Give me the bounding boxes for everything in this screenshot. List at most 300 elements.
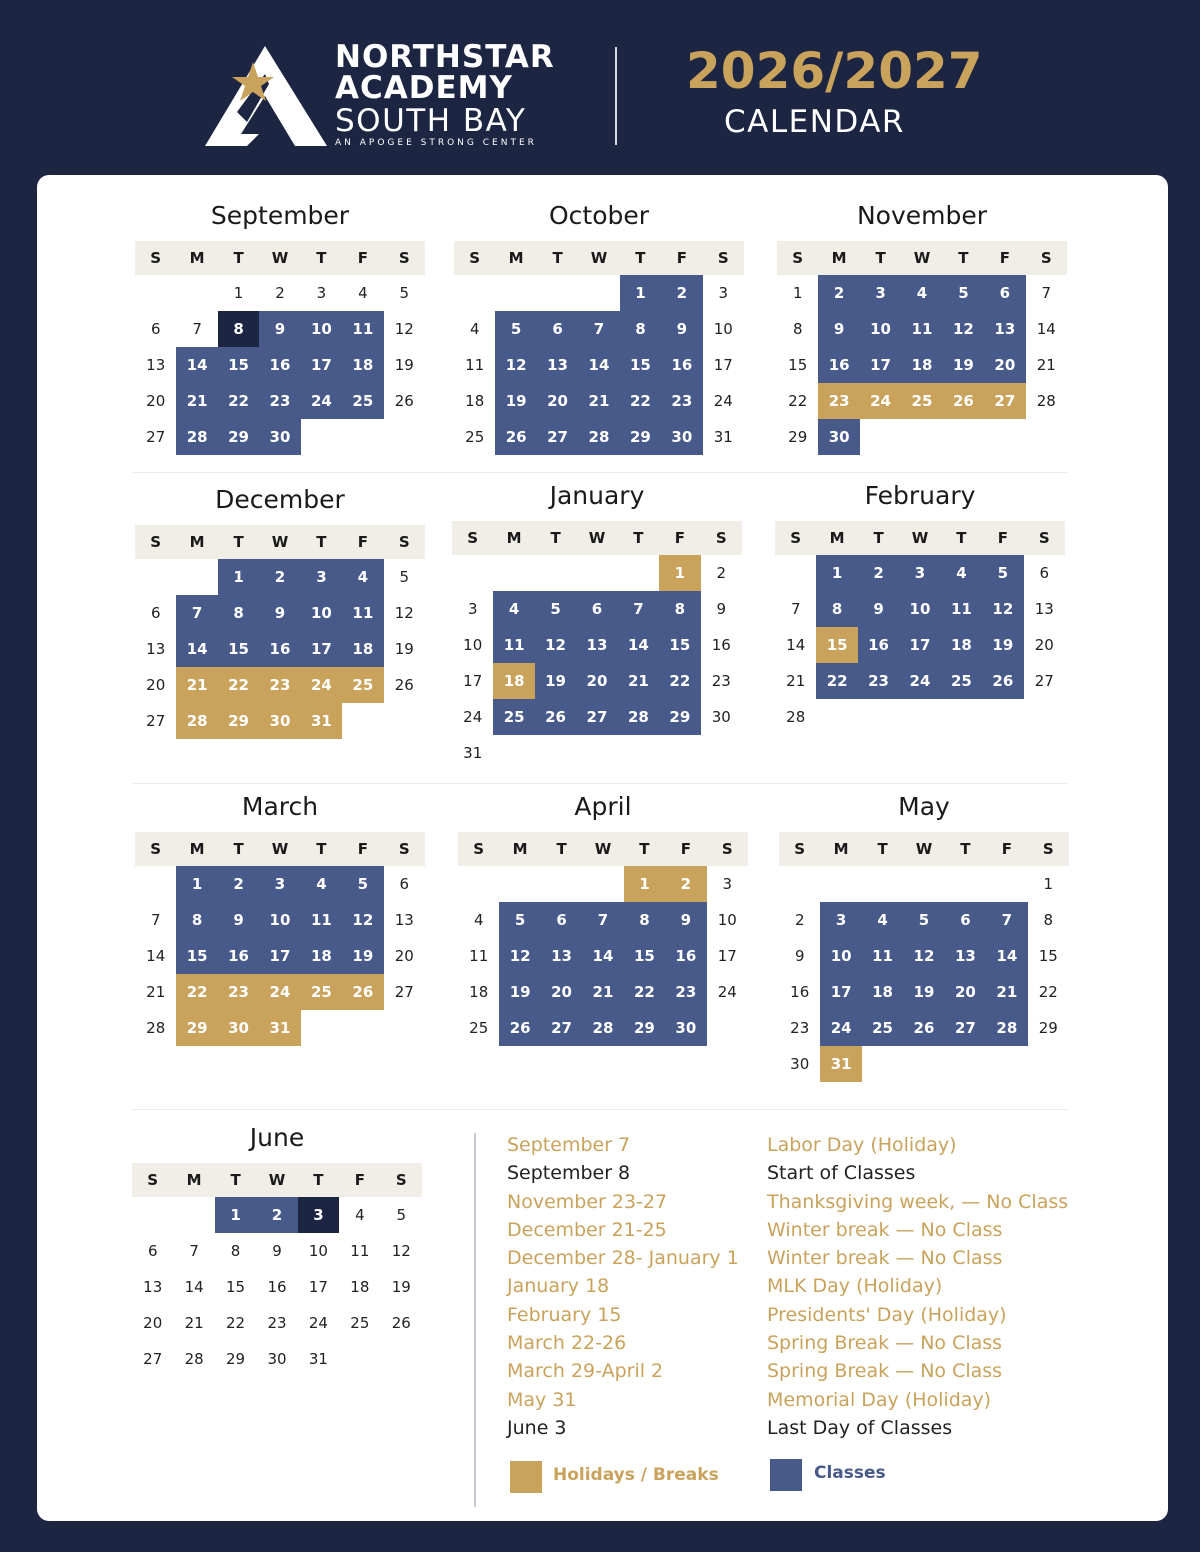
class-day-cell: 14 xyxy=(176,631,217,667)
class-day-cell: 10 xyxy=(820,938,861,974)
empty-day-cell xyxy=(903,866,944,902)
weekday-header: T xyxy=(552,249,563,267)
class-day-cell: 3 xyxy=(259,866,300,902)
empty-day-cell xyxy=(541,866,582,902)
day-cell: 10 xyxy=(717,911,737,929)
class-day-cell: 4 xyxy=(862,902,903,938)
class-day-cell: 17 xyxy=(860,347,901,383)
class-day-cell: 4 xyxy=(342,559,383,595)
day-cell: 20 xyxy=(394,947,414,965)
class-day-cell: 18 xyxy=(342,631,383,667)
day-cell: 4 xyxy=(358,284,368,302)
empty-day-cell xyxy=(493,555,534,591)
day-cell: 27 xyxy=(1034,672,1054,690)
day-cell: 7 xyxy=(192,320,202,338)
month-title: November xyxy=(856,201,988,230)
class-day-cell: 23 xyxy=(665,974,706,1010)
class-day-cell: 11 xyxy=(901,311,942,347)
day-cell: 16 xyxy=(711,636,731,654)
holiday-day-cell: 30 xyxy=(259,703,300,739)
weekday-header: S xyxy=(473,840,485,858)
day-cell: 20 xyxy=(146,676,166,694)
day-cell: 6 xyxy=(150,320,161,338)
empty-day-cell xyxy=(775,555,816,591)
day-cell: 12 xyxy=(394,320,414,338)
weekday-header-row xyxy=(777,241,1067,275)
class-day-cell: 9 xyxy=(665,902,706,938)
empty-day-cell xyxy=(176,559,217,595)
weekday-header: W xyxy=(913,249,931,267)
weekday-header: T xyxy=(316,249,327,267)
day-cell: 3 xyxy=(722,875,733,893)
class-day-cell: 10 xyxy=(860,311,901,347)
weekday-header: M xyxy=(506,529,522,547)
northstar-logo-icon xyxy=(203,44,343,148)
class-day-cell: 8 xyxy=(816,591,857,627)
class-day-cell: 7 xyxy=(176,595,217,631)
class-day-cell: 11 xyxy=(862,938,903,974)
event-labels-list xyxy=(767,1131,1068,1442)
class-day-cell: 15 xyxy=(624,938,665,974)
event-dates-list xyxy=(507,1131,739,1442)
event-label: Thanksgiving week, — No Class xyxy=(767,1190,1069,1213)
weekday-header: F xyxy=(999,249,1010,267)
day-cell: 9 xyxy=(272,1242,282,1260)
month-title: September xyxy=(210,201,350,230)
month-june xyxy=(132,1120,422,1377)
class-day-cell: 11 xyxy=(301,902,342,938)
month-september xyxy=(135,198,425,455)
class-day-cell: 19 xyxy=(499,974,540,1010)
class-day-cell: 29 xyxy=(624,1010,665,1046)
weekday-header: W xyxy=(590,249,608,267)
weekday-header: S xyxy=(147,1171,159,1189)
class-day-cell: 18 xyxy=(941,627,982,663)
day-cell: 31 xyxy=(713,428,733,446)
day-cell: 19 xyxy=(391,1278,411,1296)
class-day-cell: 23 xyxy=(661,383,702,419)
class-day-cell: 6 xyxy=(541,902,582,938)
day-cell: 10 xyxy=(713,320,733,338)
class-day-cell: 26 xyxy=(499,1010,540,1046)
empty-day-cell xyxy=(452,555,493,591)
holiday-day-cell: 15 xyxy=(816,627,857,663)
weekday-header: S xyxy=(792,249,804,267)
day-cell: 20 xyxy=(143,1314,163,1332)
weekday-header: S xyxy=(721,840,733,858)
weekday-header: S xyxy=(794,840,806,858)
empty-day-cell xyxy=(537,275,578,311)
day-cell: 22 xyxy=(788,392,808,410)
day-cell: 28 xyxy=(146,1019,166,1037)
holiday-day-cell: 2 xyxy=(665,866,706,902)
day-cell: 2 xyxy=(275,284,285,302)
class-day-cell: 9 xyxy=(259,311,300,347)
class-day-cell: 20 xyxy=(537,383,578,419)
class-day-cell: 28 xyxy=(578,419,619,455)
event-date: December 21-25 xyxy=(507,1218,667,1241)
class-day-cell: 18 xyxy=(901,347,942,383)
days-grid xyxy=(132,1197,422,1377)
class-day-cell: 15 xyxy=(659,627,700,663)
class-day-cell: 14 xyxy=(176,347,217,383)
empty-day-cell xyxy=(173,1197,214,1233)
weekday-header: F xyxy=(1001,840,1012,858)
day-cell: 24 xyxy=(713,392,733,410)
weekday-header: T xyxy=(639,840,650,858)
event-date: June 3 xyxy=(507,1416,567,1439)
holiday-day-cell: 23 xyxy=(218,974,259,1010)
class-day-cell: 5 xyxy=(535,591,576,627)
class-day-cell: 2 xyxy=(218,866,259,902)
event-label: Winter break — No Class xyxy=(767,1247,1003,1270)
days-grid xyxy=(779,866,1069,1082)
event-date: February 15 xyxy=(507,1303,622,1326)
class-day-cell: 25 xyxy=(493,699,534,735)
class-day-cell: 16 xyxy=(259,347,300,383)
class-day-cell: 2 xyxy=(661,275,702,311)
month-march xyxy=(135,789,425,1046)
day-cell: 6 xyxy=(1039,564,1050,582)
month-february xyxy=(775,478,1065,735)
day-cell: 8 xyxy=(230,1242,241,1260)
class-day-cell: 11 xyxy=(941,591,982,627)
class-day-cell: 24 xyxy=(820,1010,861,1046)
class-day-cell: 16 xyxy=(661,347,702,383)
class-day-cell: 13 xyxy=(945,938,986,974)
class-day-cell: 21 xyxy=(578,383,619,419)
day-cell: 22 xyxy=(1038,983,1058,1001)
class-day-cell: 6 xyxy=(984,275,1025,311)
class-day-cell: 23 xyxy=(259,383,300,419)
class-day-cell: 15 xyxy=(176,938,217,974)
class-day-cell: 21 xyxy=(582,974,623,1010)
weekday-header-row xyxy=(135,525,425,559)
day-cell: 12 xyxy=(391,1242,411,1260)
day-cell: 18 xyxy=(465,392,485,410)
holiday-day-cell: 25 xyxy=(342,667,383,703)
class-day-cell: 20 xyxy=(576,663,617,699)
day-cell: 14 xyxy=(184,1278,204,1296)
day-cell: 29 xyxy=(788,428,808,446)
class-day-cell: 30 xyxy=(259,419,300,455)
weekday-header: M xyxy=(831,249,847,267)
empty-day-cell xyxy=(582,866,623,902)
weekday-header-row xyxy=(132,1163,422,1197)
days-grid xyxy=(458,866,748,1046)
holiday-day-cell: 22 xyxy=(176,974,217,1010)
class-day-cell: 16 xyxy=(818,347,859,383)
day-cell: 23 xyxy=(267,1314,287,1332)
class-day-cell: 14 xyxy=(618,627,659,663)
holiday-day-cell: 28 xyxy=(176,703,217,739)
class-day-cell: 15 xyxy=(620,347,661,383)
day-cell: 14 xyxy=(146,947,166,965)
class-day-cell: 10 xyxy=(259,902,300,938)
day-cell: 18 xyxy=(469,983,489,1001)
class-day-cell: 29 xyxy=(659,699,700,735)
day-cell: 21 xyxy=(786,672,806,690)
weekday-header: T xyxy=(233,533,244,551)
weekday-header: M xyxy=(189,840,205,858)
weekday-header: M xyxy=(508,249,524,267)
day-cell: 10 xyxy=(463,636,483,654)
weekday-header: T xyxy=(873,529,884,547)
weekday-header: T xyxy=(550,529,561,547)
class-day-cell: 5 xyxy=(342,866,383,902)
month-october xyxy=(454,198,744,455)
empty-day-cell xyxy=(578,275,619,311)
class-day-cell: 10 xyxy=(301,311,342,347)
class-day-cell: 17 xyxy=(301,347,342,383)
day-cell: 28 xyxy=(184,1350,204,1368)
empty-day-cell xyxy=(576,555,617,591)
month-title: January xyxy=(549,481,645,510)
day-cell: 4 xyxy=(355,1206,365,1224)
class-day-cell: 30 xyxy=(818,419,859,455)
class-day-cell: 30 xyxy=(661,419,702,455)
day-cell: 11 xyxy=(465,356,485,374)
class-day-cell: 13 xyxy=(541,938,582,974)
weekday-header: S xyxy=(1038,529,1050,547)
class-day-cell: 5 xyxy=(903,902,944,938)
day-cell: 27 xyxy=(146,712,166,730)
day-cell: 23 xyxy=(711,672,731,690)
holidays-legend-label: Holidays / Breaks xyxy=(553,1465,719,1485)
weekday-header-row xyxy=(135,241,425,275)
brand-line-2: ACADEMY xyxy=(335,70,513,106)
event-label: Memorial Day (Holiday) xyxy=(767,1388,992,1411)
day-cell: 7 xyxy=(189,1242,199,1260)
brand-name xyxy=(335,39,555,148)
month-title: March xyxy=(241,792,319,821)
weekday-header: T xyxy=(877,840,888,858)
class-day-cell: 14 xyxy=(582,938,623,974)
class-day-cell: 7 xyxy=(986,902,1027,938)
class-day-cell: 4 xyxy=(941,555,982,591)
weekday-header: T xyxy=(956,529,967,547)
day-cell: 21 xyxy=(1036,356,1056,374)
class-day-cell: 27 xyxy=(541,1010,582,1046)
class-day-cell: 9 xyxy=(858,591,899,627)
day-cell: 6 xyxy=(399,875,410,893)
class-day-cell: 7 xyxy=(578,311,619,347)
class-day-cell: 30 xyxy=(665,1010,706,1046)
row-divider xyxy=(132,472,1068,473)
day-cell: 10 xyxy=(308,1242,328,1260)
calendar-year: 2026/2027 xyxy=(686,42,983,100)
class-day-cell: 26 xyxy=(982,663,1023,699)
month-december xyxy=(135,482,425,739)
class-day-cell: 28 xyxy=(176,419,217,455)
class-day-cell: 29 xyxy=(218,419,259,455)
class-day-cell: 16 xyxy=(665,938,706,974)
class-day-cell: 12 xyxy=(342,902,383,938)
class-day-cell: 19 xyxy=(982,627,1023,663)
class-day-cell: 26 xyxy=(903,1010,944,1046)
weekday-header: T xyxy=(633,529,644,547)
empty-day-cell xyxy=(495,275,536,311)
weekday-header: S xyxy=(715,529,727,547)
class-day-cell: 3 xyxy=(301,559,342,595)
class-day-cell: 25 xyxy=(941,663,982,699)
weekday-header: T xyxy=(875,249,886,267)
event-date: November 23-27 xyxy=(507,1190,668,1213)
day-cell: 11 xyxy=(350,1242,370,1260)
day-cell: 20 xyxy=(1034,636,1054,654)
day-cell: 24 xyxy=(463,708,483,726)
header-divider xyxy=(615,47,617,145)
holiday-day-cell: 27 xyxy=(984,383,1025,419)
class-day-cell: 21 xyxy=(176,383,217,419)
class-day-cell: 5 xyxy=(943,275,984,311)
day-cell: 31 xyxy=(308,1350,328,1368)
class-day-cell: 27 xyxy=(537,419,578,455)
class-day-cell: 12 xyxy=(982,591,1023,627)
class-day-cell: 10 xyxy=(301,595,342,631)
classes-legend-label: Classes xyxy=(814,1463,886,1483)
day-cell: 21 xyxy=(184,1314,204,1332)
class-day-cell: 6 xyxy=(537,311,578,347)
day-cell: 16 xyxy=(267,1278,287,1296)
weekday-header: F xyxy=(997,529,1008,547)
day-cell: 13 xyxy=(1034,600,1054,618)
class-day-cell: 21 xyxy=(986,974,1027,1010)
empty-day-cell xyxy=(862,866,903,902)
day-cell: 15 xyxy=(1038,947,1058,965)
class-day-cell: 4 xyxy=(901,275,942,311)
weekday-header: S xyxy=(1040,249,1052,267)
weekday-header: F xyxy=(357,533,368,551)
day-cell: 25 xyxy=(469,1019,489,1037)
class-day-cell: 9 xyxy=(818,311,859,347)
event-label: Last Day of Classes xyxy=(767,1416,953,1439)
class-day-cell: 1 xyxy=(218,559,259,595)
class-day-cell: 25 xyxy=(342,383,383,419)
empty-day-cell xyxy=(176,275,217,311)
class-day-cell: 22 xyxy=(218,383,259,419)
class-day-cell: 14 xyxy=(578,347,619,383)
class-day-cell: 24 xyxy=(899,663,940,699)
day-cell: 12 xyxy=(394,604,414,622)
days-grid xyxy=(777,275,1067,455)
weekday-header: S xyxy=(398,840,410,858)
empty-day-cell xyxy=(779,866,820,902)
weekday-header: T xyxy=(313,1171,324,1189)
weekday-header-row xyxy=(779,832,1069,866)
class-day-cell: 12 xyxy=(499,938,540,974)
class-day-cell: 20 xyxy=(984,347,1025,383)
weekday-header: S xyxy=(717,249,729,267)
day-cell: 28 xyxy=(786,708,806,726)
month-may xyxy=(779,789,1069,1082)
class-day-cell: 1 xyxy=(176,866,217,902)
weekday-header: W xyxy=(594,840,612,858)
row-divider xyxy=(132,1109,1068,1110)
holiday-day-cell: 26 xyxy=(342,974,383,1010)
holiday-day-cell: 24 xyxy=(259,974,300,1010)
weekday-header: S xyxy=(150,249,162,267)
event-date: March 22-26 xyxy=(507,1332,627,1355)
day-cell: 3 xyxy=(467,600,478,618)
header xyxy=(0,0,1200,175)
class-day-cell: 17 xyxy=(301,631,342,667)
holiday-day-cell: 25 xyxy=(301,974,342,1010)
empty-day-cell xyxy=(986,866,1027,902)
day-cell: 8 xyxy=(1043,911,1054,929)
event-date: September 8 xyxy=(507,1162,631,1185)
holiday-day-cell: 23 xyxy=(818,383,859,419)
class-day-cell: 28 xyxy=(582,1010,623,1046)
holiday-day-cell: 31 xyxy=(820,1046,861,1082)
class-day-cell: 11 xyxy=(342,311,383,347)
class-day-cell: 26 xyxy=(535,699,576,735)
class-day-cell: 13 xyxy=(537,347,578,383)
class-day-cell: 22 xyxy=(620,383,661,419)
class-day-cell: 5 xyxy=(982,555,1023,591)
holiday-day-cell: 31 xyxy=(259,1010,300,1046)
events-divider xyxy=(474,1133,476,1507)
empty-day-cell xyxy=(135,866,176,902)
class-day-cell: 5 xyxy=(499,902,540,938)
weekday-header: S xyxy=(398,249,410,267)
empty-day-cell xyxy=(454,275,495,311)
day-cell: 7 xyxy=(1041,284,1052,302)
class-day-cell: 12 xyxy=(903,938,944,974)
day-cell: 9 xyxy=(794,947,805,965)
row-divider xyxy=(132,783,1068,784)
class-day-cell: 15 xyxy=(218,631,259,667)
days-grid xyxy=(452,555,742,771)
day-cell: 17 xyxy=(717,947,737,965)
weekday-header: M xyxy=(189,249,205,267)
day-cell: 27 xyxy=(146,428,166,446)
day-cell: 9 xyxy=(716,600,727,618)
weekday-header: S xyxy=(150,533,162,551)
event-date: January 18 xyxy=(507,1275,610,1298)
class-day-cell: 2 xyxy=(818,275,859,311)
class-day-cell: 18 xyxy=(862,974,903,1010)
weekday-header: W xyxy=(588,529,606,547)
day-cell: 4 xyxy=(473,911,484,929)
day-cell: 2 xyxy=(794,911,805,929)
class-day-cell: 7 xyxy=(618,591,659,627)
class-day-cell: 11 xyxy=(493,627,534,663)
class-day-cell: 3 xyxy=(899,555,940,591)
day-cell: 5 xyxy=(399,568,410,586)
event-label: MLK Day (Holiday) xyxy=(767,1275,943,1298)
day-cell: 6 xyxy=(147,1242,158,1260)
day-cell: 20 xyxy=(146,392,166,410)
empty-day-cell xyxy=(618,555,659,591)
days-grid xyxy=(454,275,744,455)
day-cell: 15 xyxy=(226,1278,246,1296)
day-cell: 7 xyxy=(150,911,161,929)
month-november xyxy=(777,198,1067,455)
class-day-cell: 9 xyxy=(218,902,259,938)
event-label: Winter break — No Class xyxy=(767,1218,1003,1241)
empty-day-cell xyxy=(135,275,176,311)
class-day-cell: 21 xyxy=(618,663,659,699)
class-day-cell: 19 xyxy=(342,938,383,974)
class-day-cell: 2 xyxy=(256,1197,297,1233)
class-day-cell: 27 xyxy=(945,1010,986,1046)
class-day-cell: 16 xyxy=(858,627,899,663)
day-cell: 30 xyxy=(711,708,731,726)
class-day-cell: 18 xyxy=(342,347,383,383)
weekday-header: T xyxy=(958,249,969,267)
event-label: Presidents' Day (Holiday) xyxy=(767,1303,1007,1326)
